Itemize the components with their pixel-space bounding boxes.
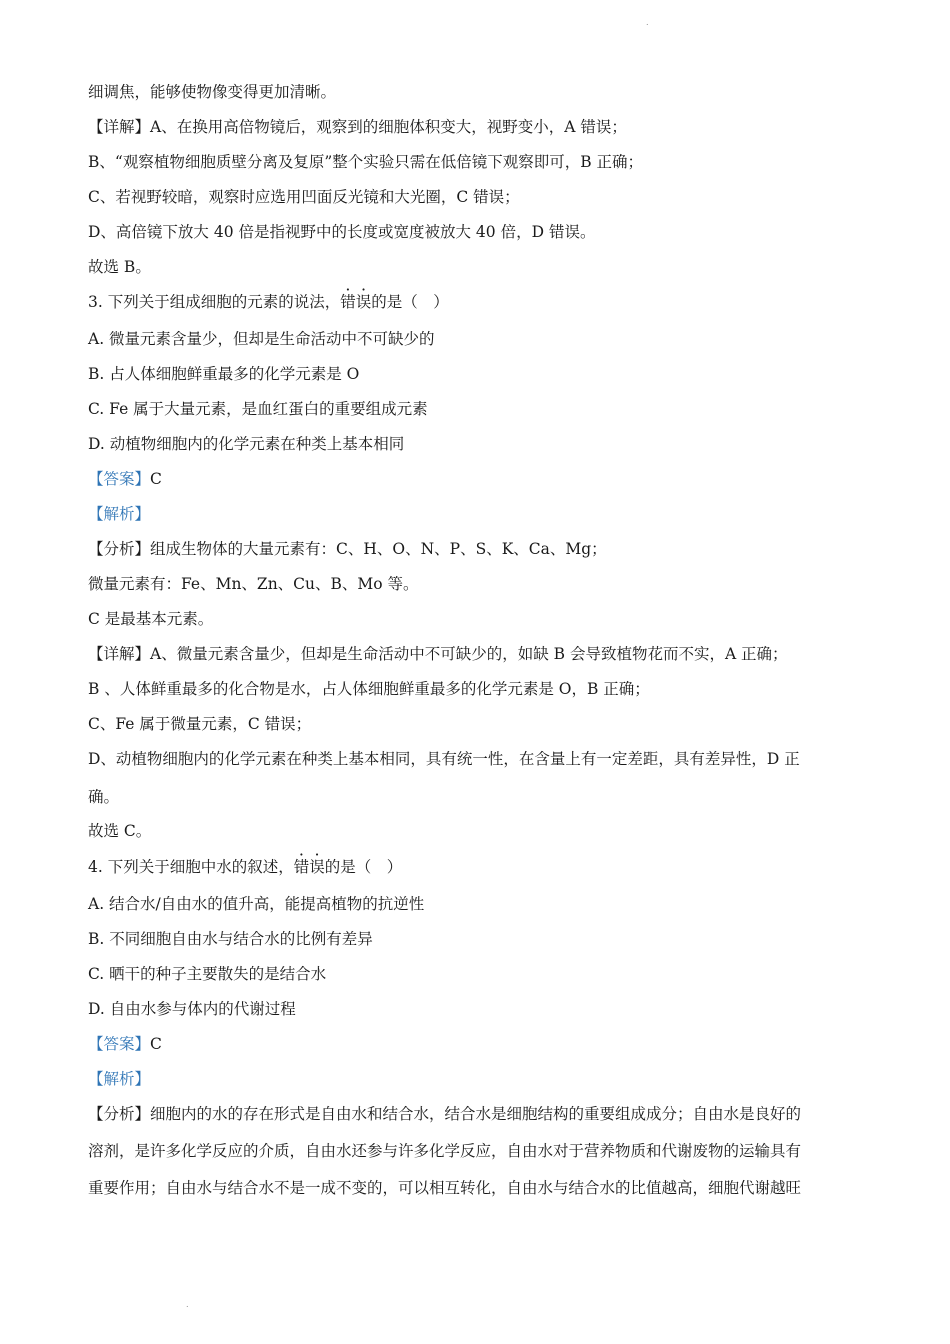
text-line: 【详解】A、微量元素含量少，但却是生命活动中不可缺少的，如缺 B 会导致植物花而不实，A 正确； [88,645,788,663]
option-d: D. 自由水参与体内的代谢过程 [88,1000,296,1018]
corner-mark-bottom: . [186,1300,189,1309]
question-4-stem [88,856,862,878]
question-3-stem [88,291,862,313]
answer-label: 【答案】 [88,470,151,488]
option-a: A. 微量元素含量少，但却是生命活动中不可缺少的 [88,330,435,348]
text-line: 微量元素有：Fe、Mn、Zn、Cu、B、Mo 等。 [88,575,419,593]
emphasis-char: 错 [293,858,310,876]
answer-value: C [150,1035,162,1053]
emphasis-char: 错 [340,293,356,311]
answer-label: 【答案】 [88,1035,151,1053]
option-b: B. 占人体细胞鲜重最多的化学元素是 O [88,365,360,383]
question-suffix: 的是（ ） [371,293,449,311]
analysis-label: 【解析】 [88,1070,151,1088]
text-line: D、动植物细胞内的化学元素在种类上基本相同，具有统一性，在含量上有一定差距，具有差异性，D 正 [88,750,800,768]
corner-mark-top: . [646,18,649,27]
answer-line [88,1033,862,1055]
option-c: C. 晒干的种子主要散失的是结合水 [88,965,327,983]
question-prefix: 4. 下列关于细胞中水的叙述， [88,858,294,876]
text-line: 故选 B。 [88,258,151,276]
text-line: C、Fe 属于微量元素，C 错误； [88,715,312,733]
text-line: C 是最基本元素。 [88,610,214,628]
text-line: 细调焦，能够使物像变得更加清晰。 [88,83,337,101]
text-line: 确。 [88,788,120,806]
option-c: C. Fe 属于大量元素，是血红蛋白的重要组成元素 [88,400,428,418]
answer-line [88,468,862,490]
text-line: 故选 C。 [88,822,152,840]
text-line: B 、人体鲜重最多的化合物是水，占人体细胞鲜重最多的化学元素是 O，B 正确； [88,680,650,698]
text-line: 【分析】细胞内的水的存在形式是自由水和结合水，结合水是细胞结构的重要组成成分；自由水是良好的 [88,1105,802,1123]
question-prefix: 3. 下列关于组成细胞的元素的说法， [88,293,341,311]
text-line: C、若视野较暗，观察时应选用凹面反光镜和大光圈，C 错误； [88,188,520,206]
text-line: 溶剂，是许多化学反应的介质，自由水还参与许多化学反应，自由水对于营养物质和代谢废物的运输具有 [88,1142,802,1160]
text-line: 【分析】组成生物体的大量元素有：C、H、O、N、P、S、K、Ca、Mg； [88,540,607,558]
text-line: B、“观察植物细胞质壁分离及复原”整个实验只需在低倍镜下观察即可，B 正确； [88,153,644,171]
text-line: 【详解】A、在换用高倍物镜后，观察到的细胞体积变大，视野变小，A 错误； [88,118,627,136]
option-d: D. 动植物细胞内的化学元素在种类上基本相同 [88,435,405,453]
question-suffix: 的是（ ） [324,858,403,876]
text-line: 重要作用；自由水与结合水不是一成不变的，可以相互转化，自由水与结合水的比值越高，细胞代谢越旺 [88,1179,802,1197]
emphasis-char: 误 [309,858,325,876]
option-a: A. 结合水/自由水的值升高，能提高植物的抗逆性 [88,895,425,913]
option-b: B. 不同细胞自由水与结合水的比例有差异 [88,930,373,948]
text-line: D、高倍镜下放大 40 倍是指视野中的长度或宽度被放大 40 倍，D 错误。 [88,223,596,241]
answer-value: C [150,470,162,488]
analysis-label: 【解析】 [88,505,151,523]
emphasis-char: 误 [355,293,372,311]
